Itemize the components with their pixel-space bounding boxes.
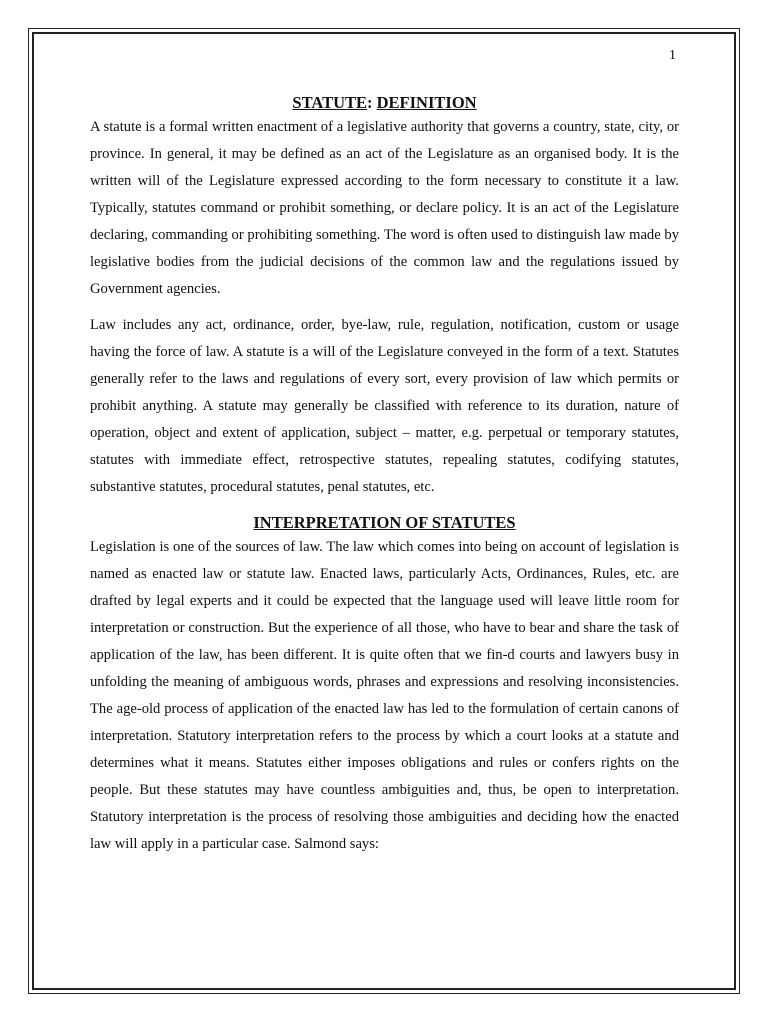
document-body <box>90 92 679 858</box>
heading-colon: : <box>367 93 373 112</box>
heading-statute: STATUTE <box>292 93 368 112</box>
section-heading-statute-definition <box>90 92 679 114</box>
heading-interpretation-text: INTERPRETATION OF STATUTES <box>253 513 516 532</box>
paragraph-law-includes: Law includes any act, ordinance, order, bye-law, rule, regulation, notification, custom or usage having the force of law. A statute is a will of the Legislature conveyed in the form of a text. Statutes generally refer to the laws and regulations of every sort, every provision of law which permits or prohibit anything. A statute may generally be classified with reference to its duration, nature of operation, object and extent of application, subject – matter, e.g. perpetual or temporary statutes, statutes with immediate effect, retrospective statutes, repealing statutes, codifying statutes, substantive statutes, procedural statutes, penal statutes, etc. <box>90 317 679 495</box>
paragraph-legislation: Legislation is one of the sources of law. The law which comes into being on account of legislation is named as enacted law or statute law. Enacted laws, particularly Acts, Ordinances, Rules, etc. are drafted by legal experts and it could be expected that the language used will leave little room for interpretation or construction. But the experience of all those, who have to bear and share the task of application of the law, has been different. It is quite often that we fin-d courts and lawyers busy in unfolding the meaning of ambiguous words, phrases and expressions and resolving inconsistencies. The age-old process of application of the enacted law has led to the formulation of certain canons of interpretation. Statutory interpretation refers to the process by which a court looks at a statute and determines what it means. Statutes either imposes obligations and rules or confers rights on the people. But these statutes may have countless ambiguities and, thus, be open to interpretation. Statutory interpretation is the process of resolving those ambiguities and deciding how the enacted law will apply in a particular case. Salmond says: <box>90 539 679 852</box>
heading-definition: DEFINITION <box>376 93 477 112</box>
paragraph-statute-definition: A statute is a formal written enactment of a legislative authority that governs a country, state, city, or province. In general, it may be defined as an act of the Legislature as an organised body. It is the written will of the Legislature expressed according to the form necessary to constitute it a law. Typically, statutes command or prohibit something, or declare policy. It is an act of the Legislature declaring, commanding or prohibiting something. The word is often used to distinguish law made by legislative bodies from the judicial decisions of the common law and the regulations issued by Government agencies. <box>90 119 679 297</box>
page-number: 1 <box>669 48 676 63</box>
section-heading-interpretation <box>90 512 679 534</box>
